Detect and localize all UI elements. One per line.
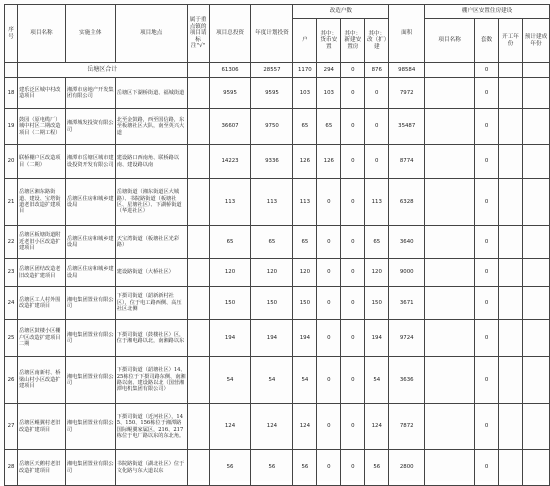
row-sets: 0 <box>475 259 499 287</box>
row-inner-ring <box>187 287 209 320</box>
row-project-name: 岳塘区湘东路街道、建设、宝塔街道老旧改造扩建项目 <box>17 179 65 226</box>
row-sub-project-name <box>425 226 475 259</box>
row-households: 120 <box>293 259 317 287</box>
row-location: 岳塘街道（湘东街道区大城路）、书院路街道（板塘社区、星塘社区）、下湖桥街道（华进社区） <box>115 179 187 226</box>
row-annual-plan: 9336 <box>251 145 293 179</box>
row-reno: 56 <box>365 450 389 486</box>
row-seq: 23 <box>5 259 18 287</box>
row-location: 下摄司街道（近河社区），145、150、156栋位于湘潭路国际鲲翼家属区，216、217栋位于电厂路以东的东北角。 <box>115 404 187 450</box>
header-sets: 套数 <box>475 19 499 63</box>
row-entity: 湘潭市岳塘区城市建设投资开发有限公司 <box>65 145 115 179</box>
total-monetary: 294 <box>317 63 341 78</box>
row-annual-plan: 150 <box>251 287 293 320</box>
row-new-build: 0 <box>341 179 365 226</box>
row-households: 56 <box>293 450 317 486</box>
row-new-build: 0 <box>341 287 365 320</box>
row-start-year <box>499 357 523 404</box>
row-total-investment: 14223 <box>209 145 251 179</box>
row-entity: 岳塘区住房和城乡建设局 <box>65 179 115 226</box>
row-monetary: 126 <box>317 145 341 179</box>
row-households: 150 <box>293 287 317 320</box>
row-entity: 湘电集团置业有限公司 <box>65 404 115 450</box>
header-sub-project-name: 项目名称 <box>425 19 475 63</box>
row-inner-ring <box>187 404 209 450</box>
row-sub-project-name <box>425 145 475 179</box>
row-annual-plan: 113 <box>251 179 293 226</box>
table-row <box>5 404 550 450</box>
row-monetary: 0 <box>317 287 341 320</box>
row-reno: 124 <box>365 404 389 450</box>
row-area: 9000 <box>389 259 425 287</box>
row-location: 书院路街道（湖北社区）位于文化路与东大道以东 <box>115 450 187 486</box>
row-new-build: 0 <box>341 259 365 287</box>
row-entity: 湘电集团置业有限公司 <box>65 450 115 486</box>
row-planned-year <box>522 109 549 145</box>
row-project-name: 岳塘区工人村外围改造扩建项目 <box>17 287 65 320</box>
row-planned-year <box>522 259 549 287</box>
row-reno: 150 <box>365 287 389 320</box>
row-project-name: 岳塘区天鹅村老旧改造扩建项目 <box>17 450 65 486</box>
row-location: 下摄司街道（韶塘社区）14、25栋位于下摄司路东侧、南湘路以南、建设路以北（国营湘潭电机集团有限公司） <box>115 357 187 404</box>
header-renovation-group: 改造户数 <box>293 5 389 19</box>
row-total-investment: 113 <box>209 179 251 226</box>
row-households: 54 <box>293 357 317 404</box>
row-monetary: 0 <box>317 320 341 357</box>
row-sub-project-name <box>425 179 475 226</box>
row-location: 岳塘区下湖桥街道、福城街道 <box>115 78 187 109</box>
row-entity: 湘潭城发投资有限公司 <box>65 109 115 145</box>
row-households: 65 <box>293 109 317 145</box>
row-sets: 0 <box>475 226 499 259</box>
row-area: 3671 <box>389 287 425 320</box>
row-area: 7872 <box>389 404 425 450</box>
row-location: 建设路街道（大桥社区） <box>115 259 187 287</box>
row-project-name: 建乐泛区城中村改造项目 <box>17 78 65 109</box>
row-inner-ring <box>187 320 209 357</box>
row-sets: 0 <box>475 450 499 486</box>
row-total-investment: 36607 <box>209 109 251 145</box>
total-new-build: 0 <box>341 63 365 78</box>
row-planned-year <box>522 226 549 259</box>
row-start-year <box>499 145 523 179</box>
row-start-year <box>499 109 523 145</box>
header-inner-ring: 属于重点镇的项目请标注"√" <box>187 5 209 63</box>
header-area: 面积 <box>389 5 425 63</box>
row-planned-year <box>522 145 549 179</box>
row-entity: 湘潭市房地产开发集团有限公司 <box>65 78 115 109</box>
row-seq: 24 <box>5 287 18 320</box>
table-row <box>5 226 550 259</box>
row-sub-project-name <box>425 109 475 145</box>
row-seq: 20 <box>5 145 18 179</box>
total-row <box>5 63 550 78</box>
row-seq: 21 <box>5 179 18 226</box>
row-inner-ring <box>187 179 209 226</box>
header-total-investment: 项目总投资 <box>209 5 251 63</box>
row-total-investment: 120 <box>209 259 251 287</box>
row-location: 建设路口西南角、联桥路以南、建设路以南 <box>115 145 187 179</box>
row-total-investment: 56 <box>209 450 251 486</box>
row-project-name: 岳塘区鼓楼小区棚户区改造扩建项目二期 <box>17 320 65 357</box>
row-project-name: 岳塘区板塘街道附近老旧小区改造扩建项目 <box>17 226 65 259</box>
table-row <box>5 109 550 145</box>
row-reno: 113 <box>365 179 389 226</box>
row-annual-plan: 65 <box>251 226 293 259</box>
table-row <box>5 78 550 109</box>
total-annual-plan: 28557 <box>251 63 293 78</box>
row-sub-project-name <box>425 450 475 486</box>
row-new-build: 0 <box>341 404 365 450</box>
row-entity: 湘电集团置业有限公司 <box>65 357 115 404</box>
row-start-year <box>499 450 523 486</box>
table-row <box>5 320 550 357</box>
row-start-year <box>499 179 523 226</box>
row-sets: 0 <box>475 145 499 179</box>
row-planned-year <box>522 450 549 486</box>
row-new-build: 0 <box>341 320 365 357</box>
row-monetary: 103 <box>317 78 341 109</box>
row-households: 103 <box>293 78 317 109</box>
row-reno: 0 <box>365 109 389 145</box>
row-households: 194 <box>293 320 317 357</box>
row-total-investment: 65 <box>209 226 251 259</box>
row-location: 天宝湾街道（板塘社区光彩路） <box>115 226 187 259</box>
row-new-build: 0 <box>341 109 365 145</box>
row-planned-year <box>522 404 549 450</box>
total-label: 岳塘区合计 <box>17 63 187 78</box>
row-new-build: 0 <box>341 145 365 179</box>
row-inner-ring <box>187 357 209 404</box>
header-reno: 其中：改（扩）建 <box>365 19 389 63</box>
row-sets: 0 <box>475 404 499 450</box>
row-area: 8774 <box>389 145 425 179</box>
row-location: 北至金鼓路，西至国信路，东至板塘社区大队，南至英兴大道 <box>115 109 187 145</box>
row-entity: 湘电集团置业有限公司 <box>65 320 115 357</box>
header-seq: 序号 <box>5 5 18 63</box>
row-sets: 0 <box>475 78 499 109</box>
row-project-name: 岳塘区团结改造老旧改造扩建项目 <box>17 259 65 287</box>
row-seq: 28 <box>5 450 18 486</box>
header-monetary: 其中：货币安置 <box>317 19 341 63</box>
row-sub-project-name <box>425 78 475 109</box>
row-planned-year <box>522 287 549 320</box>
row-reno: 0 <box>365 78 389 109</box>
header-location: 项目地点 <box>115 5 187 63</box>
table-row <box>5 145 550 179</box>
row-area: 35487 <box>389 109 425 145</box>
row-sub-project-name <box>425 287 475 320</box>
header-project-name: 项目名称 <box>17 5 65 63</box>
header-start-year: 开工年份 <box>499 19 523 63</box>
row-seq: 27 <box>5 404 18 450</box>
row-start-year <box>499 404 523 450</box>
row-annual-plan: 124 <box>251 404 293 450</box>
total-sets: 0 <box>475 63 499 78</box>
total-area: 98584 <box>389 63 425 78</box>
row-start-year <box>499 287 523 320</box>
row-start-year <box>499 226 523 259</box>
row-area: 6328 <box>389 179 425 226</box>
header-entity: 实施主体 <box>65 5 115 63</box>
row-annual-plan: 9595 <box>251 78 293 109</box>
header-new-build: 其中：新建安置房 <box>341 19 365 63</box>
row-project-name: 岳塘区鲲翼村老旧改造扩建项目 <box>17 404 65 450</box>
row-total-investment: 150 <box>209 287 251 320</box>
row-reno: 0 <box>365 145 389 179</box>
row-total-investment: 194 <box>209 320 251 357</box>
row-sets: 0 <box>475 109 499 145</box>
row-reno: 54 <box>365 357 389 404</box>
row-area: 9724 <box>389 320 425 357</box>
row-sub-project-name <box>425 357 475 404</box>
row-households: 65 <box>293 226 317 259</box>
row-sub-project-name <box>425 404 475 450</box>
row-total-investment: 124 <box>209 404 251 450</box>
row-monetary: 65 <box>317 109 341 145</box>
row-households: 124 <box>293 404 317 450</box>
row-planned-year <box>522 179 549 226</box>
total-households: 1170 <box>293 63 317 78</box>
row-planned-year <box>522 357 549 404</box>
row-monetary: 0 <box>317 179 341 226</box>
row-monetary: 0 <box>317 226 341 259</box>
row-seq: 22 <box>5 226 18 259</box>
table-row <box>5 357 550 404</box>
row-annual-plan: 9750 <box>251 109 293 145</box>
row-households: 126 <box>293 145 317 179</box>
row-households: 113 <box>293 179 317 226</box>
row-reno: 194 <box>365 320 389 357</box>
project-table <box>4 4 550 486</box>
row-total-investment: 54 <box>209 357 251 404</box>
table-row <box>5 259 550 287</box>
row-inner-ring <box>187 145 209 179</box>
row-inner-ring <box>187 226 209 259</box>
table-row <box>5 287 550 320</box>
row-seq: 26 <box>5 357 18 404</box>
row-new-build: 0 <box>341 78 365 109</box>
row-monetary: 0 <box>317 357 341 404</box>
row-seq: 25 <box>5 320 18 357</box>
row-project-name: 联桥棚户区改造项目（二期） <box>17 145 65 179</box>
row-project-name: 岳塘区南新村、桥梁山村小区改造扩建项目 <box>17 357 65 404</box>
row-seq: 18 <box>5 78 18 109</box>
row-inner-ring <box>187 109 209 145</box>
row-monetary: 0 <box>317 404 341 450</box>
row-annual-plan: 194 <box>251 320 293 357</box>
row-sets: 0 <box>475 320 499 357</box>
row-inner-ring <box>187 259 209 287</box>
row-annual-plan: 120 <box>251 259 293 287</box>
row-sets: 0 <box>475 357 499 404</box>
header-shantytown-group: 棚户区安置住房建设 <box>425 5 550 19</box>
row-planned-year <box>522 78 549 109</box>
row-new-build: 0 <box>341 450 365 486</box>
total-investment: 61306 <box>209 63 251 78</box>
row-project-name: 鼓园（原电缆厂）城中村区二期改造项目（二期工程） <box>17 109 65 145</box>
row-sub-project-name <box>425 259 475 287</box>
row-entity: 湘电集团置业有限公司 <box>65 287 115 320</box>
header-households: 户 <box>293 19 317 63</box>
header-annual-plan: 年度计划投资 <box>251 5 293 63</box>
row-entity: 岳塘区住房和城乡建设局 <box>65 259 115 287</box>
row-reno: 120 <box>365 259 389 287</box>
row-inner-ring <box>187 450 209 486</box>
row-location: 下摄司街道（韶新新村社区），位于电工路西侧、高压社区北侧 <box>115 287 187 320</box>
table-row <box>5 450 550 486</box>
row-location: 下摄司街道（鼓楼社区）区，位于湘电路以北，南湘路以东 <box>115 320 187 357</box>
row-monetary: 0 <box>317 259 341 287</box>
row-area: 3640 <box>389 226 425 259</box>
row-new-build: 0 <box>341 226 365 259</box>
row-area: 7972 <box>389 78 425 109</box>
row-start-year <box>499 78 523 109</box>
header-planned-year: 预计建成年份 <box>522 19 549 63</box>
row-start-year <box>499 259 523 287</box>
row-sets: 0 <box>475 287 499 320</box>
row-monetary: 0 <box>317 450 341 486</box>
row-annual-plan: 54 <box>251 357 293 404</box>
row-sub-project-name <box>425 320 475 357</box>
row-seq: 19 <box>5 109 18 145</box>
row-area: 2800 <box>389 450 425 486</box>
row-start-year <box>499 320 523 357</box>
row-inner-ring <box>187 78 209 109</box>
total-reno: 876 <box>365 63 389 78</box>
table-row <box>5 179 550 226</box>
row-planned-year <box>522 320 549 357</box>
row-area: 3636 <box>389 357 425 404</box>
row-sets: 0 <box>475 179 499 226</box>
row-entity: 岳塘区住房和城乡建设局 <box>65 226 115 259</box>
row-annual-plan: 56 <box>251 450 293 486</box>
row-new-build: 0 <box>341 357 365 404</box>
row-total-investment: 9595 <box>209 78 251 109</box>
row-reno: 65 <box>365 226 389 259</box>
